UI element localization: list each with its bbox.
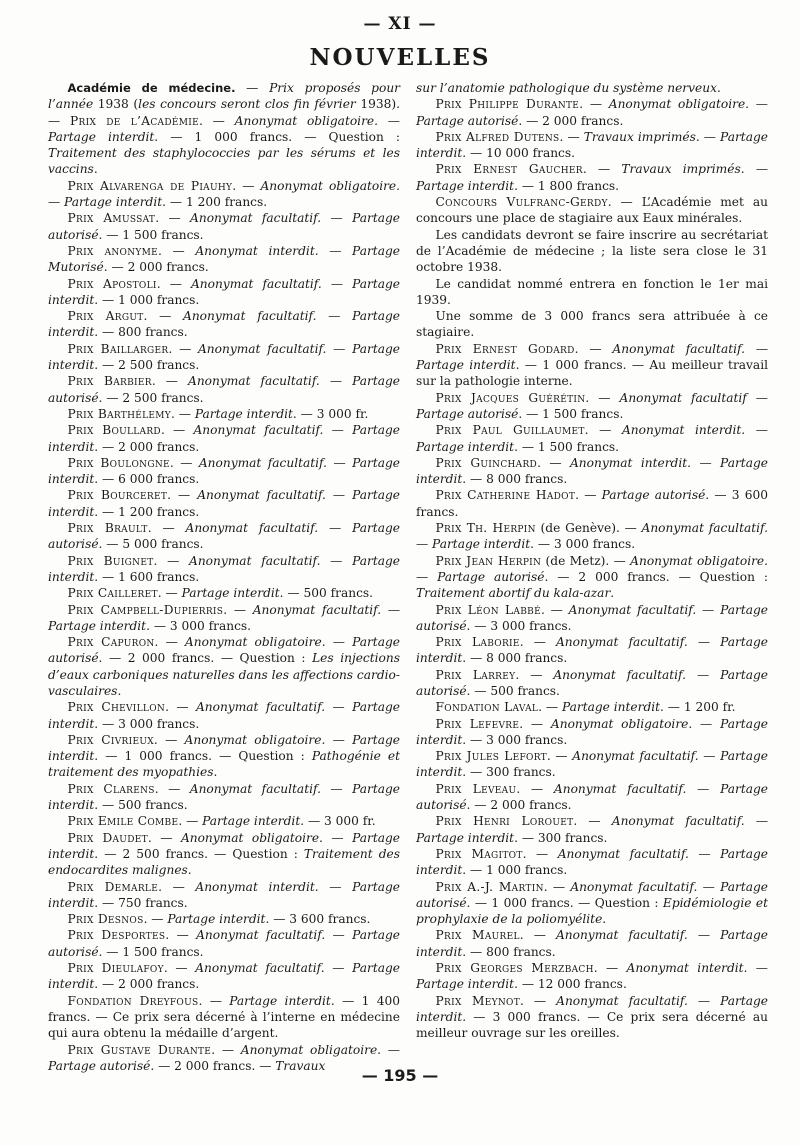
entry-text: . —	[522, 846, 558, 861]
prize-condition: Anonymat facultatif. — Partage interdit	[416, 814, 769, 845]
prize-condition: Anonymat obligatoire. — Partage interdit	[416, 716, 768, 747]
entry-text: . — 2 000 francs.	[94, 439, 200, 454]
prize-condition: Anonymat facultatif. — Partage autorisé	[48, 211, 400, 242]
entry-text: . — 3 600 francs.	[265, 912, 371, 927]
entry-text: . — 12 000 francs.	[514, 977, 627, 992]
prize-name: Prix Argut	[67, 309, 144, 324]
prize-condition: Anonymat facultatif. — Partage interdit	[416, 928, 769, 959]
entry-text: . —	[158, 243, 196, 258]
prize-condition: sur l’anatomie pathologique du système nerveux	[416, 81, 717, 95]
prize-name: Prix Desnos	[67, 912, 144, 927]
prize-name: Prix Campbell-Dupierris	[67, 602, 224, 617]
entry-text: . —	[153, 732, 185, 747]
prize-condition: Anonymat facultatif. — Partage interdit	[48, 309, 400, 340]
prize-name: Prix Daudet	[67, 830, 148, 845]
prize-name: Prix Jean Herpin	[435, 553, 542, 568]
prize-name: Prix Laborie	[435, 635, 520, 650]
prize-entry	[48, 308, 400, 341]
entry-text: . —	[579, 97, 609, 112]
prize-entry	[416, 455, 768, 488]
entry-text: Le candidat nommé entrera en fonction le 1er mai 1939.	[416, 276, 768, 307]
entry-text: . —	[169, 455, 199, 470]
prize-condition: Traitement des staphylococcies par les sérums et les vaccins	[48, 146, 400, 177]
prize-condition: Anonymat facultatif. — Partage interdit	[48, 700, 401, 731]
prize-name: Prix Léon Labbé	[435, 602, 541, 617]
prize-condition: Anonymat obligatoire. — Partage autorisé	[416, 553, 768, 584]
entry-text: . —	[167, 488, 198, 503]
prize-name: Prix Philippe Durante	[435, 97, 580, 112]
prize-condition: Partage interdit	[181, 586, 280, 601]
prize-condition: Anonymat facultatif. — Partage autorisé	[48, 928, 401, 959]
entry-text: . — 2 000 francs.	[103, 260, 209, 275]
prize-condition: Anonymat facultatif. — Partage autorisé	[416, 781, 769, 813]
prize-condition: Anonymat facultatif. — Partage autorisé	[48, 374, 400, 405]
prize-entry	[416, 667, 768, 700]
entry-text: . — 3 000 francs.	[530, 537, 636, 552]
entry-text: . — 1 500 francs.	[98, 944, 204, 959]
prize-condition: Partage interdit	[194, 406, 293, 421]
prize-condition: Anonymat facultatif. — Partage autorisé	[416, 667, 769, 698]
prize-entry	[48, 813, 400, 829]
prize-entry	[416, 194, 768, 227]
prize-condition: Anonymat interdit. — Partage interdit	[48, 879, 401, 910]
entry-text: . — 3 000 francs. — Ce prix sera décerné au meilleur ouvrage sur les oreilles.	[416, 1009, 768, 1041]
prize-condition: Anonymat facultatif. — Partage interdit	[48, 341, 401, 373]
prize-name: Prix Capuron	[67, 635, 155, 650]
entry-text: . — 2 000 francs. — Question :	[98, 651, 313, 666]
prize-entry	[48, 585, 400, 601]
prize-name: Prix Alfred Dutens	[435, 129, 560, 144]
prize-name: Prix Ernest Gaucher	[435, 162, 583, 177]
prize-name: Prix Jacques Guérétin	[435, 390, 586, 405]
prize-condition: Anonymat obligatoire. — Partage autorisé	[416, 97, 768, 128]
prize-condition: les concours seront clos fin février	[138, 97, 361, 112]
prize-name: Prix Th. Herpin	[435, 521, 536, 536]
prize-name: Prix Paul Guillaumet	[435, 423, 585, 438]
prize-condition: Partage interdit	[202, 814, 301, 829]
prize-entry	[48, 830, 400, 879]
prize-condition: Anonymat facultatif. — Partage interdit	[48, 423, 400, 454]
entry-text: . —	[543, 879, 571, 894]
prize-condition: Anonymat facultatif. — Partage interdit	[48, 961, 400, 992]
prize-entry	[416, 748, 768, 781]
prize-condition: Anonymat facultatif — Partage autorisé	[416, 390, 768, 421]
prize-name: Prix de l’Académie	[70, 113, 199, 128]
prize-entry	[416, 879, 768, 928]
entry-text: . — 750 francs.	[94, 895, 188, 910]
prize-condition: Partage interdit	[229, 993, 331, 1008]
prize-entry	[416, 96, 768, 129]
entry-text: . — 1 400 francs. — Ce prix sera décerné à l’interne en médecine qui aura obtenu la médaille d’argent.	[48, 993, 401, 1041]
entry-text: . —	[153, 553, 190, 568]
entry-text: . — 8 000 francs.	[462, 472, 568, 487]
entry-text: . —	[519, 635, 556, 650]
entry-text: . —	[232, 178, 261, 193]
entry-text: . — 1 500 francs.	[518, 406, 624, 421]
prize-condition: Anonymat facultatif. — Partage interdit	[48, 455, 401, 487]
entry-text: . — 2 500 francs.	[94, 358, 200, 373]
prize-entry	[416, 129, 768, 162]
entry-text: . —	[143, 309, 184, 324]
prize-condition: Anonymat interdit. — Partage interdit	[416, 455, 768, 487]
prize-entry	[416, 781, 768, 814]
prize-entry	[416, 927, 768, 960]
prize-name: Prix Civrieux	[67, 732, 154, 747]
entry-text: Une somme de 3 000 francs sera attribuée à ce stagiaire.	[416, 309, 768, 340]
entry-text: (de Genève). —	[535, 521, 642, 536]
prize-name: Prix Maurel	[435, 928, 520, 943]
prize-condition: Epidémiologie et prophylaxie de la poliomyélite	[416, 895, 768, 927]
entry-text: . —	[151, 374, 189, 389]
entry-text: . — 1 200 fr.	[660, 700, 736, 715]
section-title: NOUVELLES	[309, 44, 491, 71]
prize-condition: Anonymat facultatif. — Partage interdit	[416, 846, 768, 878]
prize-entry	[48, 455, 400, 488]
entry-text: . —	[178, 814, 203, 829]
entry-text: . — 1 200 francs.	[94, 504, 200, 519]
prize-entry	[48, 276, 400, 309]
entry-text: . — 2 500 francs.	[98, 390, 204, 405]
prize-condition: Anonymat facultatif. — Partage autorisé	[48, 521, 400, 552]
prize-condition: Traitement des endocardites malignes	[48, 846, 401, 878]
prize-condition: Anonymat interdit. — Partage interdit	[416, 423, 768, 454]
entry-text: . —	[171, 406, 195, 421]
prize-entry	[48, 911, 400, 927]
prize-entry	[48, 879, 400, 912]
entry-text: . —	[154, 635, 185, 650]
prize-entry	[416, 487, 768, 520]
page-number: — 195 —	[361, 1066, 439, 1085]
prize-name: Prix anonyme	[67, 243, 159, 258]
entry-text: . — 3 000 francs.	[466, 618, 572, 633]
entry-text: . —	[165, 928, 197, 943]
prize-name: Prix Boulongne	[67, 455, 170, 470]
entry-text: . — 3 000 francs.	[146, 618, 252, 633]
entry-text: .	[213, 765, 218, 780]
entry-text: . — 2 000 francs.	[94, 977, 200, 992]
entry-text: . —	[160, 423, 194, 438]
prize-condition: Anonymat facultatif. — Partage interdit	[416, 521, 768, 552]
entry-text: . — 500 francs.	[466, 683, 560, 698]
left-column	[48, 80, 400, 1074]
entry-text: . — 3 000 fr.	[300, 814, 376, 829]
prize-condition: Traitement abortif du kala-azar	[416, 586, 611, 601]
prize-entry	[416, 813, 768, 846]
entry-text: . — 10 000 francs.	[462, 146, 576, 161]
entry-text: . — 6 000 francs.	[94, 472, 200, 487]
prize-name: Prix Meynot	[435, 993, 521, 1008]
prize-condition: Anonymat facultatif. — Partage interdit	[416, 635, 768, 666]
entry-text: . —	[165, 700, 196, 715]
entry-text: . — 1 500 francs.	[514, 439, 620, 454]
prize-condition: Travaux imprimés. — Partage interdit	[416, 162, 769, 193]
prize-condition: Anonymat obligatoire. — Partage interdit	[48, 178, 401, 210]
entry-text: . — 2 000 francs. —	[150, 1058, 276, 1073]
entry-text: . — 800 francs.	[94, 325, 188, 340]
entry-text: . —	[537, 455, 570, 470]
right-column	[416, 80, 768, 1042]
prize-entry	[416, 80, 768, 96]
prize-name: Prix Demarle	[67, 879, 159, 894]
entry-text: . — 1 800 francs.	[514, 178, 620, 193]
prize-entry	[48, 341, 400, 374]
entry-text: . —	[573, 814, 612, 829]
entry-text: . —	[157, 586, 182, 601]
entry-text: . — 1 500 francs.	[98, 227, 204, 242]
entry-text: . — 3 000 fr.	[292, 406, 369, 421]
entry-text: . —	[156, 276, 191, 291]
entry-text: . —	[582, 162, 622, 177]
entry-text: .	[602, 912, 607, 927]
entry-text: .	[716, 81, 721, 95]
entry-text: . — 1 000 francs. — Question :	[94, 749, 312, 764]
prize-entry	[416, 846, 768, 879]
prize-name: Prix Desportes	[67, 928, 166, 943]
entry-text: . — 3 000 francs.	[94, 716, 200, 731]
entry-text: .	[610, 586, 615, 601]
prize-condition: Partage interdit	[167, 912, 266, 927]
entry-text: . — 300 francs.	[462, 765, 556, 780]
prize-condition: Anonymat facultatif. — Partage interdit	[416, 749, 768, 780]
prize-entry	[416, 341, 768, 390]
entry-text: . —	[519, 928, 556, 943]
prize-condition: Les injections d’eaux carboniques naturelles dans les affections cardio-vasculaires	[48, 651, 400, 698]
entry-text: . — 2 000 francs.	[466, 798, 572, 813]
prize-condition: Anonymat facultatif. — Partage interdit	[416, 993, 769, 1024]
prize-entry	[48, 732, 400, 781]
prize-name: Prix Henri Lorouet	[435, 814, 574, 829]
prize-entry	[416, 634, 768, 667]
prize-entry	[48, 960, 400, 993]
prize-name: Prix Apostoli	[67, 276, 157, 291]
prize-entry	[416, 716, 768, 749]
prize-name: Prix Bourceret	[67, 488, 168, 503]
prize-condition: Anonymat interdit. — Partage interdit	[416, 961, 768, 992]
prize-entry	[416, 276, 768, 309]
prize-condition: Anonymat obligatoire. — Partage interdit	[48, 113, 400, 144]
prize-condition: Anonymat obligatoire. — Partage interdit	[48, 732, 400, 764]
entry-text: . —	[158, 879, 196, 894]
entry-text: . — 3 000 francs.	[462, 732, 568, 747]
entry-text: . —	[584, 423, 622, 438]
prize-name: Fondation Laval	[435, 700, 539, 715]
prize-entry	[48, 373, 400, 406]
prize-entry	[416, 993, 768, 1042]
prize-name: Prix Magitot	[435, 846, 523, 861]
entry-text: . — 500 francs.	[94, 798, 188, 813]
entry-text: . —	[574, 341, 613, 356]
entry-text: . — 800 francs.	[462, 944, 556, 959]
prize-condition: Anonymat facultatif. — Partage autorisé	[416, 879, 768, 910]
prize-entry	[48, 602, 400, 635]
entry-text: . —	[147, 521, 186, 536]
entry-text: . — 2 000 francs.	[518, 113, 624, 128]
prize-entry	[416, 520, 768, 553]
prize-entry	[416, 602, 768, 635]
prize-name: Prix Gustave Durante	[67, 1042, 212, 1057]
roman-folio: — XI —	[363, 14, 437, 34]
entry-text: . —	[154, 781, 190, 796]
prize-entry	[48, 178, 400, 211]
entry-text: 1938 (	[97, 97, 139, 112]
entry-text: . —	[168, 341, 198, 356]
prize-condition: Pathogénie et traitement des myopathies	[48, 749, 400, 780]
entry-text: . — 300 francs.	[514, 830, 608, 845]
prize-name: Prix Brault	[67, 521, 148, 536]
prize-condition: Anonymat facultatif. — Partage interdit	[48, 602, 401, 633]
prize-name: Prix Boullard	[67, 423, 161, 438]
entry-text: . —	[223, 602, 253, 617]
entry-text: . —	[211, 1042, 241, 1057]
prize-entry	[416, 553, 768, 602]
prize-name: Prix Ernest Godard	[435, 341, 575, 356]
entry-text: . —	[198, 993, 230, 1008]
prize-name: Prix Lefevre	[435, 716, 520, 731]
prize-entry	[48, 520, 400, 553]
prize-entry	[48, 927, 400, 960]
entry-text: . — 1 600 francs.	[94, 569, 200, 584]
entry-text: . —	[540, 602, 569, 617]
prize-name: Prix Dieulafoy	[67, 961, 164, 976]
prize-entry	[416, 960, 768, 993]
prize-entry	[48, 406, 400, 422]
entry-text: . —	[520, 993, 557, 1008]
prize-name: Prix Georges Merzbach	[435, 961, 594, 976]
prize-name: Fondation Dreyfous	[67, 993, 199, 1008]
entry-text: . —	[593, 961, 627, 976]
prize-condition: Anonymat facultatif. — Partage autorisé	[416, 602, 768, 633]
prize-entry	[48, 634, 400, 699]
entry-text: . —	[147, 830, 181, 845]
entry-text: . —	[143, 912, 168, 927]
prize-name: Prix Baillarger	[67, 341, 169, 356]
prize-name: Prix Cailleret	[67, 586, 158, 601]
prize-entry	[48, 553, 400, 586]
prize-name: Prix Clarens	[67, 781, 155, 796]
prize-name: Prix Emile Combe	[67, 814, 179, 829]
entry-text: . —	[519, 716, 551, 731]
prize-entry	[48, 487, 400, 520]
entry-text: . —	[575, 488, 602, 503]
entry-text: . —	[515, 667, 554, 682]
entry-text: . —	[538, 700, 562, 715]
prize-entry	[48, 243, 400, 276]
prize-entry	[416, 699, 768, 715]
entry-text: . —	[516, 781, 554, 796]
entry-text: . — 2 000 francs. — Question :	[544, 569, 769, 584]
entry-text: . —	[559, 129, 584, 144]
entry-text: . —	[155, 211, 191, 226]
entry-text: .	[117, 683, 122, 698]
entry-text: . — 8 000 francs.	[462, 651, 568, 666]
prize-name: Prix Guinchard	[435, 455, 538, 470]
prize-condition: Anonymat facultatif. — Partage interdit	[48, 553, 401, 584]
prize-name: Prix Buignet	[67, 553, 154, 568]
prize-condition: Anonymat interdit. — Partage Mutorisé	[48, 243, 400, 275]
prize-name: Prix Jules Lefort	[435, 749, 547, 764]
entry-text: Les candidats devront se faire inscrire au secrétariat de l’Académie de médecine ; la liste sera close le 31 octobre 1938.	[416, 227, 768, 275]
prize-entry	[48, 699, 400, 732]
entry-text: .	[187, 863, 192, 878]
entry-text: . — 1 000 francs.	[94, 292, 200, 307]
prize-name: Prix Leveau	[435, 781, 517, 796]
prize-condition: Anonymat facultatif. — Partage interdit	[48, 781, 401, 813]
prize-entry	[48, 210, 400, 243]
prize-condition: Anonymat facultatif. — Partage interdit	[416, 341, 769, 373]
prize-name: Concours Vulfranc-Gerdy	[435, 195, 608, 210]
entry-text: 1938). —	[48, 97, 400, 128]
entry-text: . —	[163, 961, 196, 976]
prize-condition: Anonymat obligatoire. — Partage autorisé	[48, 1042, 400, 1073]
prize-entry	[416, 227, 768, 276]
entry-text: . — 1 000 francs. — Au meilleur travail sur la pathologie interne.	[416, 358, 768, 389]
prize-entry	[416, 161, 768, 194]
entry-text: . — 1 200 francs.	[162, 195, 268, 210]
entry-text: . — 2 500 francs. — Question :	[94, 846, 304, 861]
prize-entry	[48, 422, 400, 455]
prize-condition: Anonymat facultatif. — Partage interdit	[48, 276, 401, 307]
prize-condition: Anonymat facultatif. — Partage interdit	[48, 488, 401, 519]
prize-name: Prix Amussat	[67, 211, 156, 226]
prize-name: Prix Larrey	[435, 667, 516, 682]
prize-name: Prix Catherine Hadot	[435, 488, 576, 503]
prize-condition: Travaux imprimés. — Partage interdit	[416, 129, 768, 161]
prize-entry	[416, 308, 768, 341]
prize-entry	[48, 993, 400, 1042]
prize-condition: Anonymat obligatoire. — Partage interdit	[48, 830, 400, 861]
entry-text: . —	[198, 113, 235, 128]
prize-name: Prix A.-J. Martin	[435, 879, 544, 894]
entry-text: . —	[585, 390, 620, 405]
prize-entry	[48, 781, 400, 814]
entry-text: . — L’Académie met au concours une place de stagiaire aux Eaux minérales.	[416, 195, 768, 226]
prize-condition: Travaux	[275, 1058, 326, 1073]
prize-name: Prix Barthélemy	[67, 406, 172, 421]
entry-text: . — 1 000 francs.	[462, 863, 568, 878]
entry-text: . —	[546, 749, 573, 764]
section-heading: Académie de médecine.	[67, 81, 236, 95]
prize-entry	[416, 390, 768, 423]
entry-text: —	[235, 81, 270, 95]
entry-text: .	[93, 162, 98, 177]
prize-condition: Partage interdit	[561, 700, 661, 715]
entry-text: . — 5 000 francs.	[98, 537, 204, 552]
prize-name: Prix Chevillon	[67, 700, 166, 715]
entry-text: . — 3 600 francs.	[416, 488, 768, 519]
entry-text: . — 1 000 francs. — Question :	[466, 895, 663, 910]
prize-entry	[48, 80, 400, 178]
entry-text: . — 500 francs.	[279, 586, 374, 601]
prize-entry	[416, 422, 768, 455]
entry-text: . — 1 000 francs. — Question :	[154, 129, 401, 144]
prize-name: Prix Barbier	[67, 374, 152, 389]
prize-condition: Anonymat obligatoire. — Partage autorisé	[48, 635, 400, 666]
entry-text: (de Metz). —	[541, 553, 631, 568]
prize-name: Prix Alvarenga de Piauhy	[67, 178, 233, 193]
prize-condition: Partage autorisé	[601, 488, 706, 503]
prize-condition: Prix proposés pour l’année	[48, 81, 400, 112]
